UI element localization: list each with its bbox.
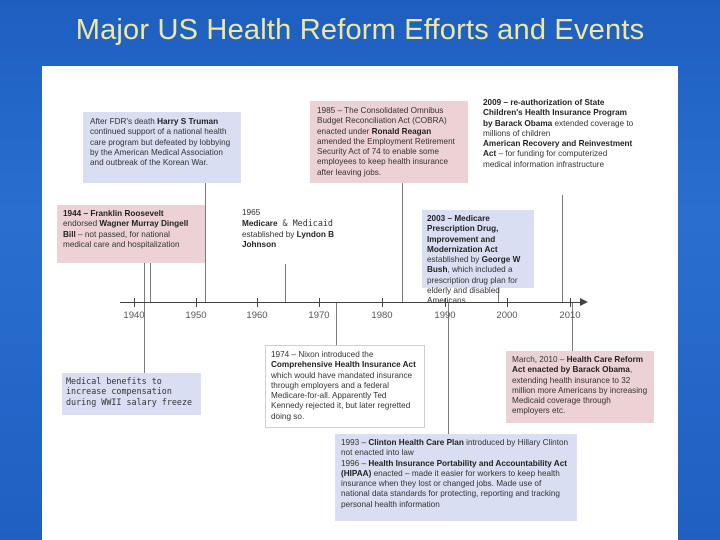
tick-1940: [134, 298, 135, 307]
tick-label-2010: 2010: [559, 310, 581, 321]
event-aca: [506, 351, 654, 423]
timeline-axis: [120, 302, 582, 303]
medicare-year: 1965: [242, 208, 261, 217]
roosevelt-name: Wagner Murray Dingell Bill: [63, 219, 189, 239]
aca-heading: Health Care Reform Act enacted by Barack Obama: [512, 355, 644, 375]
tick-2010: [570, 298, 571, 307]
arra-heading: American Recovery and Reinvestment Act: [483, 139, 633, 159]
tick-1970: [319, 298, 320, 307]
medicare-name: Medicare: [242, 219, 278, 229]
nixon-heading: Comprehensive Health Insurance Act: [271, 360, 416, 370]
tick-label-1970: 1970: [308, 310, 330, 321]
schip-heading: 2009 – re-authorization of State Children's Health Insurance Program by Barack Obama: [483, 98, 627, 128]
clinton-prefix: 1993 –: [341, 438, 369, 447]
ww2-text: Medical benefits to increase compensation during WWII salary freeze: [66, 376, 193, 407]
page-title: Major US Health Reform Efforts and Events: [75, 14, 645, 46]
cobra-text: amended the Employment Retirement Security Act of 74 to enable some employees to keep health insurance after leaving jobs.: [317, 136, 455, 177]
event-roosevelt: [57, 205, 205, 263]
event-ww2: [62, 373, 201, 415]
truman-name: Harry S Truman: [157, 117, 219, 126]
hipaa-text: enacted – made it easier for workers to keep health insurance when they lost or changed jobs. Made use of national data standards for protecting, reporting and tracking personal health information: [341, 468, 560, 509]
event-nixon: [265, 345, 425, 428]
event-mma: [422, 210, 534, 306]
tick-label-1980: 1980: [371, 310, 393, 321]
connector-schip: [562, 192, 563, 302]
clinton-text: introduced by Hillary Clinton not enacted into law: [341, 438, 569, 458]
tick-label-1960: 1960: [246, 310, 268, 321]
tick-2000: [507, 298, 508, 307]
truman-text: continued support of a national health care program but defeated by lobbying by the American Medical Association and outbreak of the Korean War.: [90, 127, 231, 168]
tick-label-1950: 1950: [185, 310, 207, 321]
connector-clinton: [448, 302, 449, 434]
event-schip: [478, 95, 640, 195]
roosevelt-mid: endorsed: [63, 219, 100, 229]
clinton-heading: Clinton Health Care Plan: [368, 438, 464, 447]
aca-text: , extending health insurance to 32 million more Americans by increasing Medicaid coverage through employers etc.: [512, 365, 648, 416]
nixon-text: which would have mandated insurance through employers and a federal Medicare-for-all. Apparently Ted Kennedy rejected it, but later regretted doing so.: [271, 370, 413, 421]
arra-text: – for funding for computerized medical information infrastructure: [483, 149, 608, 169]
medicare-president: Lyndon B Johnson: [242, 229, 335, 249]
event-clinton: [335, 434, 577, 521]
roosevelt-text: – not passed, for national medical care and hospitalization: [63, 229, 180, 249]
connector-truman: [205, 183, 206, 302]
schip-text: extended coverage to millions of children: [483, 118, 634, 138]
event-cobra: [310, 101, 468, 183]
tick-label-1990: 1990: [434, 310, 456, 321]
tick-1960: [257, 298, 258, 307]
mma-name: George W Bush: [427, 255, 521, 275]
tick-label-2000: 2000: [496, 310, 518, 321]
truman-prefix: After FDR's death: [90, 117, 158, 126]
cobra-name: Ronald Reagan: [371, 126, 432, 136]
mma-mid: established by: [427, 255, 482, 265]
cobra-prefix: 1985 – The Consolidated Omnibus Budget Reconciliation Act (COBRA) enacted under: [317, 106, 447, 136]
medicare-mid: established by: [242, 229, 297, 239]
connector-medicare: [285, 262, 286, 302]
event-medicare: [239, 206, 359, 264]
connector-roosevelt: [150, 262, 151, 302]
mma-heading: 2003 – Medicare Prescription Drug, Improvement and Modernization Act: [427, 214, 499, 254]
roosevelt-prefix: 1944 – Franklin Roosevelt: [63, 209, 164, 218]
timeline-arrow: [580, 298, 588, 306]
aca-prefix: March, 2010 –: [512, 355, 567, 364]
mma-text: , which included a prescription drug plan for elderly and disabled Americans.: [427, 265, 518, 306]
event-truman: [83, 112, 241, 183]
connector-nixon: [336, 302, 337, 346]
tick-1950: [196, 298, 197, 307]
medicare-amp: & Medicaid: [277, 218, 333, 229]
hipaa-heading: Health Insurance Portability and Accountability Act (HIPAA): [341, 458, 567, 478]
hipaa-prefix: 1996 –: [341, 458, 369, 468]
tick-1980: [382, 298, 383, 307]
nixon-prefix: 1974 – Nixon introduced the: [271, 350, 374, 359]
connector-cobra: [402, 183, 403, 302]
tick-label-1940: 1940: [123, 310, 145, 321]
